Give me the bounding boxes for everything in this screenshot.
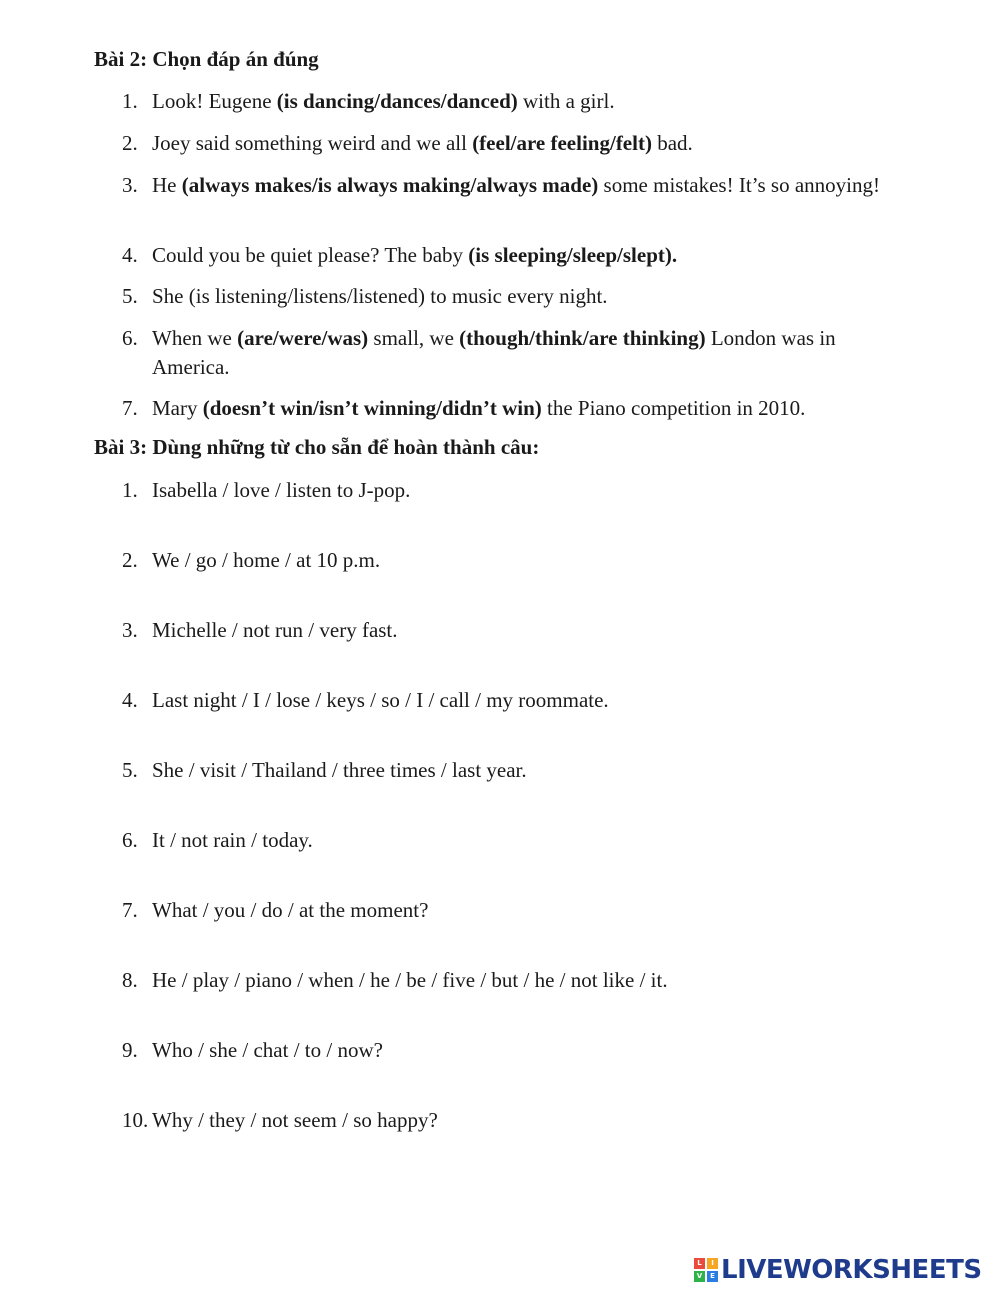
sentence-fragment: He / play / piano / when / he / be / five / but / he / not like / it. <box>152 968 668 992</box>
bai2-item <box>122 241 912 270</box>
answer-options: (doesn’t win/isn’t winning/didn’t win) <box>202 396 542 420</box>
answer-options: (is sleeping/sleep/slept). <box>468 243 678 267</box>
sentence-fragment: Mary <box>152 396 203 420</box>
item-text <box>152 546 912 575</box>
sentence-fragment: the Piano competition in 2010. <box>541 396 806 420</box>
liveworksheets-logo <box>694 1255 982 1285</box>
answer-options: (feel/are feeling/felt) <box>472 131 652 155</box>
item-number: 2. <box>122 131 138 155</box>
sentence-fragment: Look! Eugene <box>152 89 277 113</box>
sentence-fragment: What / you / do / at the moment? <box>152 898 429 922</box>
sentence-fragment: We / go / home / at 10 p.m. <box>152 548 381 572</box>
item-text <box>152 826 912 855</box>
item-number: 7. <box>122 396 138 420</box>
sentence-fragment: some mistakes! It’s so annoying! <box>598 173 880 197</box>
item-number: 4. <box>122 243 138 267</box>
bai3-item <box>122 1106 912 1135</box>
sentence-fragment: Who / she / chat / to / now? <box>152 1038 383 1062</box>
bai3-item <box>122 966 912 995</box>
bai3-item <box>122 826 912 855</box>
item-text <box>152 171 912 200</box>
logo-text: LIVEWORKSHEETS <box>721 1255 982 1285</box>
bai2-item <box>122 171 912 200</box>
item-text <box>152 686 912 715</box>
item-text <box>152 476 912 505</box>
sentence-fragment: She (is listening/listens/listened) to music every night. <box>152 284 608 308</box>
bai3-item <box>122 686 912 715</box>
sentence-fragment: Michelle / not run / very fast. <box>152 618 398 642</box>
sentence-fragment: Why / they / not seem / so happy? <box>152 1108 438 1132</box>
item-number: 3. <box>122 173 138 197</box>
sentence-fragment: bad. <box>651 131 693 155</box>
logo-mark-letter: E <box>707 1271 718 1282</box>
logo-mark-letter: I <box>707 1258 718 1269</box>
sentence-fragment: Isabella / love / listen to J-pop. <box>152 478 411 502</box>
sentence-fragment: with a girl. <box>517 89 615 113</box>
item-number: 6. <box>122 828 138 852</box>
item-text <box>152 282 912 311</box>
sentence-fragment: He <box>152 173 182 197</box>
sentence-fragment: Could you be quiet please? The baby <box>152 243 469 267</box>
item-text <box>152 324 912 382</box>
bai2-heading: Bài 2: Chọn đáp án đúng <box>94 47 319 71</box>
item-text <box>152 87 912 116</box>
bai2-item <box>122 129 912 158</box>
answer-options: (are/were/was) <box>237 326 369 350</box>
logo-mark-icon <box>694 1258 718 1282</box>
bai3-item <box>122 476 912 505</box>
item-text <box>152 241 912 270</box>
sentence-fragment: It / not rain / today. <box>152 828 313 852</box>
bai3-item <box>122 1036 912 1065</box>
answer-options: (always makes/is always making/always made) <box>181 173 599 197</box>
bai3-item <box>122 756 912 785</box>
item-number: 5. <box>122 284 138 308</box>
sentence-fragment: Joey said something weird and we all <box>152 131 473 155</box>
bai2-item <box>122 324 912 382</box>
bai3-item <box>122 616 912 645</box>
item-number: 8. <box>122 968 138 992</box>
bai3-heading: Bài 3: Dùng những từ cho sẵn để hoàn thành câu: <box>94 435 540 459</box>
sentence-fragment: London was in America. <box>152 326 836 379</box>
item-text <box>152 1106 912 1135</box>
answer-options: (is dancing/dances/danced) <box>276 89 518 113</box>
item-number: 1. <box>122 478 138 502</box>
bai2-item <box>122 87 912 116</box>
bai2-item <box>122 282 912 311</box>
item-text <box>152 129 912 158</box>
logo-mark-letter: V <box>694 1271 705 1282</box>
item-number: 6. <box>122 326 138 350</box>
sentence-fragment: She / visit / Thailand / three times / last year. <box>152 758 527 782</box>
item-text <box>152 394 912 423</box>
sentence-fragment: Last night / I / lose / keys / so / I / call / my roommate. <box>152 688 609 712</box>
item-number: 10. <box>122 1108 149 1132</box>
logo-mark-letter: L <box>694 1258 705 1269</box>
item-text <box>152 966 912 995</box>
item-text <box>152 1036 912 1065</box>
bai3-item <box>122 546 912 575</box>
item-number: 7. <box>122 898 138 922</box>
item-number: 5. <box>122 758 138 782</box>
item-number: 4. <box>122 688 138 712</box>
answer-options: (though/think/are thinking) <box>459 326 706 350</box>
bai2-item <box>122 394 912 423</box>
item-text <box>152 616 912 645</box>
bai3-item <box>122 896 912 925</box>
sentence-fragment: small, we <box>368 326 460 350</box>
item-number: 9. <box>122 1038 138 1062</box>
item-text <box>152 756 912 785</box>
item-number: 1. <box>122 89 138 113</box>
item-text <box>152 896 912 925</box>
sentence-fragment: When we <box>152 326 238 350</box>
item-number: 2. <box>122 548 138 572</box>
item-number: 3. <box>122 618 138 642</box>
